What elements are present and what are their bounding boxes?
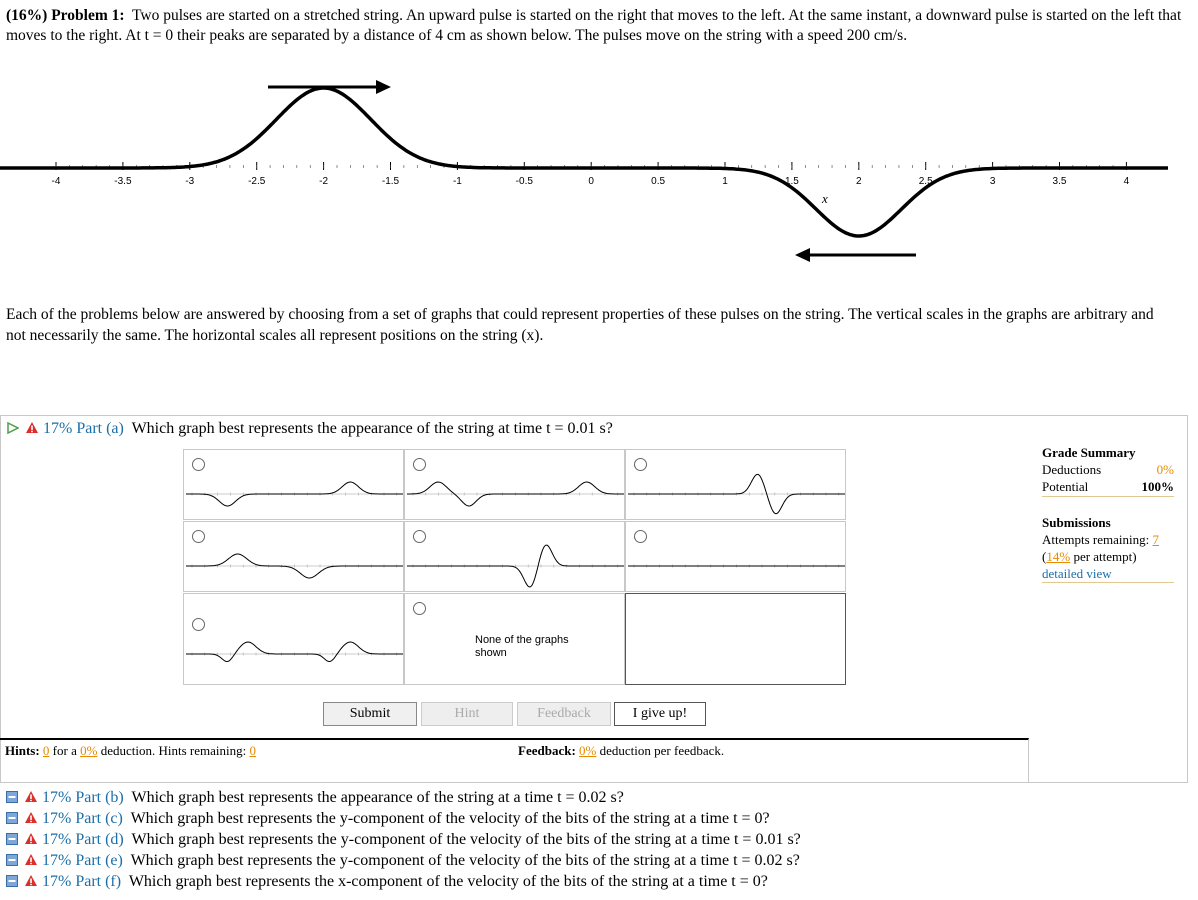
choice-radio[interactable] (413, 602, 426, 615)
potential-label: Potential (1042, 479, 1089, 494)
tick-label: 2 (856, 176, 862, 187)
part-percent: 17% (42, 831, 72, 848)
tick-label: -0.5 (515, 176, 533, 187)
part-a-header (7, 420, 613, 438)
parts-list (6, 787, 801, 892)
axis-label: x (822, 191, 828, 206)
problem-label: Problem 1: (51, 7, 125, 24)
part-a-question: Which graph best represents the appearance of the string at time t = 0.01 s? (131, 420, 613, 437)
feedback-text: deduction per feedback. (599, 743, 725, 758)
warning-icon (24, 874, 38, 887)
tick-label: -2.5 (248, 176, 266, 187)
problem-description: Two pulses are started on a stretched string. An upward pulse is started on the right that moves to the left. At the same instant, a downward pulse is started on the left that moves to the right. At t = 0 their peaks are separated by a distance of 4 cm as shown below. The pulses move on the string with a speed 200 cm/s. (6, 7, 1182, 44)
choice-graph (626, 536, 847, 593)
choice-5[interactable] (404, 521, 625, 592)
pulse-figure (0, 70, 1198, 270)
part-a-label: Part (a) (76, 420, 124, 437)
empty-cell (625, 593, 846, 685)
collapse-icon[interactable] (6, 812, 18, 824)
detailed-view-link[interactable]: detailed view (1042, 566, 1112, 581)
part-question: Which graph best represents the appearance of the string at a time t = 0.02 s? (131, 789, 624, 806)
part-e-row[interactable] (6, 850, 801, 871)
tick-label: 4 (1123, 176, 1130, 187)
tick-label: 2.5 (918, 176, 933, 187)
feedback-pct: 0% (579, 743, 597, 758)
choice-graph (184, 464, 405, 521)
hints-bar (0, 738, 515, 782)
hints-count: 0 (42, 743, 50, 758)
choice-7[interactable] (183, 593, 404, 685)
choice-graph (626, 464, 847, 521)
tick-label: -2 (319, 176, 329, 187)
tick-label: -1 (452, 176, 462, 187)
warning-icon (24, 853, 38, 866)
tick-label: 1.5 (784, 176, 799, 187)
submissions-title: Submissions (1042, 515, 1111, 530)
feedback-label: Feedback: (518, 743, 576, 758)
tick-label: -1.5 (381, 176, 400, 187)
mini-curve (628, 474, 845, 513)
part-label: Part (d) (75, 831, 124, 848)
part-label: Part (b) (75, 789, 124, 806)
part-a-percent: 17% (43, 420, 73, 437)
expand-triangle-icon[interactable] (7, 422, 19, 434)
choice-6[interactable] (625, 521, 846, 592)
give-up-button[interactable]: I give up! (614, 702, 706, 726)
warning-icon (25, 421, 39, 434)
tick-label: 0.5 (651, 176, 666, 187)
tick-label: -4 (51, 176, 61, 187)
intro-text: Each of the problems below are answered by choosing from a set of graphs that could represent properties of these pulses on the string. The vertical scales in the graphs are arbitrary and not necessarily the same. The horizontal scales all represent positions on the string (x). (6, 306, 1154, 344)
part-question: Which graph best represents the x-component of the velocity of the bits of the string at a time t = 0? (128, 873, 768, 890)
hints-deduction-pct: 0% (80, 743, 98, 758)
part-percent: 17% (42, 810, 72, 827)
part-c-row[interactable] (6, 808, 801, 829)
choice-2[interactable] (404, 449, 625, 520)
mini-curve (186, 642, 403, 662)
part-f-row[interactable] (6, 871, 801, 892)
per-attempt-text: per attempt) (1073, 549, 1137, 564)
potential-value: 100% (1141, 479, 1174, 494)
hints-deduction-text: deduction. Hints remaining: (100, 743, 247, 758)
deductions-label: Deductions (1042, 462, 1102, 477)
part-d-row[interactable] (6, 829, 801, 850)
collapse-icon[interactable] (6, 791, 18, 803)
part-label: Part (c) (75, 810, 123, 827)
tick-label: 1 (722, 176, 728, 187)
axis-ticks (52, 162, 1130, 187)
hints-remaining: 0 (249, 743, 256, 758)
hints-for-a: for a (52, 743, 77, 758)
warning-icon (24, 811, 38, 824)
part-question: Which graph best represents the y-component of the velocity of the bits of the string at a time t = 0.01 s? (131, 831, 801, 848)
attempts-label: Attempts remaining: (1042, 532, 1150, 547)
tick-label: 3.5 (1052, 176, 1067, 187)
part-label: Part (f) (75, 873, 122, 890)
collapse-icon[interactable] (6, 833, 18, 845)
tick-label: 0 (588, 176, 594, 187)
warning-icon (24, 790, 38, 803)
tick-label: 3 (989, 176, 996, 187)
part-label: Part (e) (75, 852, 123, 869)
left-arrow (795, 248, 916, 262)
choice-3[interactable] (625, 449, 846, 520)
feedback-button[interactable]: Feedback (517, 702, 611, 726)
deductions-value: 0% (1156, 462, 1174, 477)
problem-weight: (16%) (6, 7, 48, 24)
per-attempt-pct: 14% (1046, 549, 1071, 564)
none-of-graphs-label: None of the graphs shown (475, 634, 569, 659)
choice-grid (183, 449, 847, 685)
part-percent: 17% (42, 789, 72, 806)
part-b-row[interactable] (6, 787, 801, 808)
hint-button[interactable]: Hint (421, 702, 513, 726)
right-arrow (268, 80, 391, 94)
choice-8[interactable] (404, 593, 625, 685)
warning-icon (24, 832, 38, 845)
grade-summary-title: Grade Summary (1042, 445, 1136, 460)
grade-summary: Grade Summary Deductions 0% Potential 100% Submissions Attempts remaining: 7 (14% per attempt) detailed view (1042, 445, 1174, 581)
choice-graph (405, 536, 626, 593)
part-question: Which graph best represents the y-component of the velocity of the bits of the string at a time t = 0? (130, 810, 770, 827)
feedback-bar (515, 738, 1029, 782)
part-percent: 17% (42, 873, 72, 890)
tick-label: -3.5 (114, 176, 132, 187)
collapse-icon[interactable] (6, 875, 18, 887)
hints-label: Hints: (5, 743, 40, 758)
collapse-icon[interactable] (6, 854, 18, 866)
choice-4[interactable] (183, 521, 404, 592)
attempts-value: 7 (1152, 532, 1159, 547)
part-question: Which graph best represents the y-component of the velocity of the bits of the string at a time t = 0.02 s? (130, 852, 800, 869)
choice-graph (405, 464, 626, 521)
choice-1[interactable] (183, 449, 404, 520)
part-percent: 17% (42, 852, 72, 869)
choice-graph (184, 536, 405, 593)
choice-graph (184, 624, 405, 681)
tick-label: -3 (185, 176, 195, 187)
problem-statement (6, 6, 1186, 46)
submit-button[interactable]: Submit (323, 702, 417, 726)
